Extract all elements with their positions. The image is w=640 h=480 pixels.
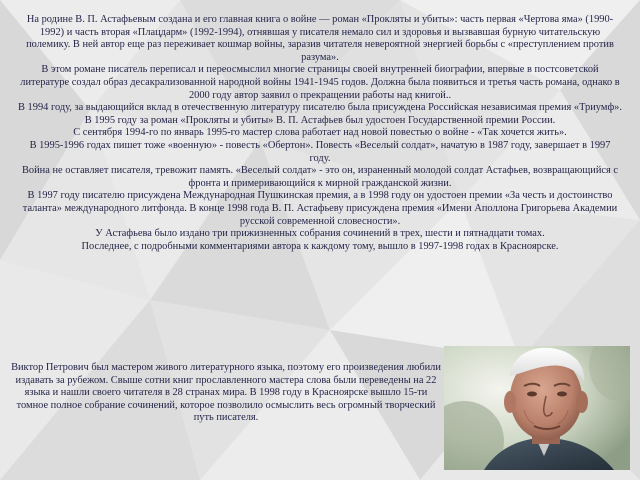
bottom-text-block: Виктор Петрович был мастером живого литературного языка, поэтому его произведения любили издавать за рубежом. Свыше сотни книг прославленного мастера слова были переведены на 22 языка и нашли своего читателя в 28 странах мира. В 1998 году в Красноярске вышло 15-ти томное полное собрание сочинений, которое позволило осмыслить весь огромный творческий путь писателя. (11, 362, 441, 424)
paragraph-collections: У Астафьева было издано три прижизненных собрания сочинений в трех, шести и пятнадцати томах. (95, 228, 545, 240)
paragraph-oberton: В 1995-1996 годах пишет тоже «военную» - повесть «Обертон». Повесть «Веселый солдат», начатую в 1987 году, завершает в 1997 году. (29, 139, 611, 164)
paragraph-soldier: Война не оставляет писателя, тревожит память. «Веселый солдат» - это он, израненный молодой солдат Астафьев, возвращающийся с фронта и примеривающийся к мирной гражданской жизни. (21, 165, 618, 189)
author-portrait-photo (444, 346, 630, 470)
paragraph-awards-1994: В 1994 году, за выдающийся вклад в отечественную литературу писателю была присуждена Российская независимая премия «Триумф». В 1995 году за роман «Прокляты и убиты» В. П. Астафьев был удостоен Государственной премии России. (18, 102, 622, 126)
paragraph-awards-1997: В 1997 году писателю присуждена Международная Пушкинская премия, а в 1998 году он удостоен премии «За честь и достоинство таланта» международного литфонда. В конце 1998 года В. П. Астафьеву присуждена премия «Имени Аполлона Григорьева Академии русской современной словесности». (22, 190, 618, 227)
paragraph-rethinking: В этом романе писатель переписал и переосмыслил многие страницы своей внутренней биографии, впервые в постсоветской литературе создал образ десакрализованной народной войны 1941-1945 годов. Должна была появиться и третья часть романа, однако в 2000 году автор заявил о прекращении работы над книгой.. (20, 64, 620, 101)
paragraph-novel: На родине В. П. Астафьевым создана и его главная книга о войне — роман «Прокляты и убиты»: часть первая «Чертова яма» (1990-1992) и часть вторая «Плацдарм» (1992-1994), отнявшая у писателя немало сил и здоровья и вызвавшая бурную читательскую полемику. В ней автор еще раз переживает кошмар войны, заразив читателя невероятной энергией борьбы с «преступлением против разума». (26, 14, 614, 63)
main-text-block (18, 14, 622, 253)
paragraph-last-collection: Последнее, с подробными комментариями автора к каждому тому, вышло в 1997-1998 годах в Красноярске. (81, 240, 559, 252)
paragraph-new-novella: С сентября 1994-го по январь 1995-го мастер слова работает над новой повестью о войне - «Так хочется жить». (73, 127, 567, 139)
